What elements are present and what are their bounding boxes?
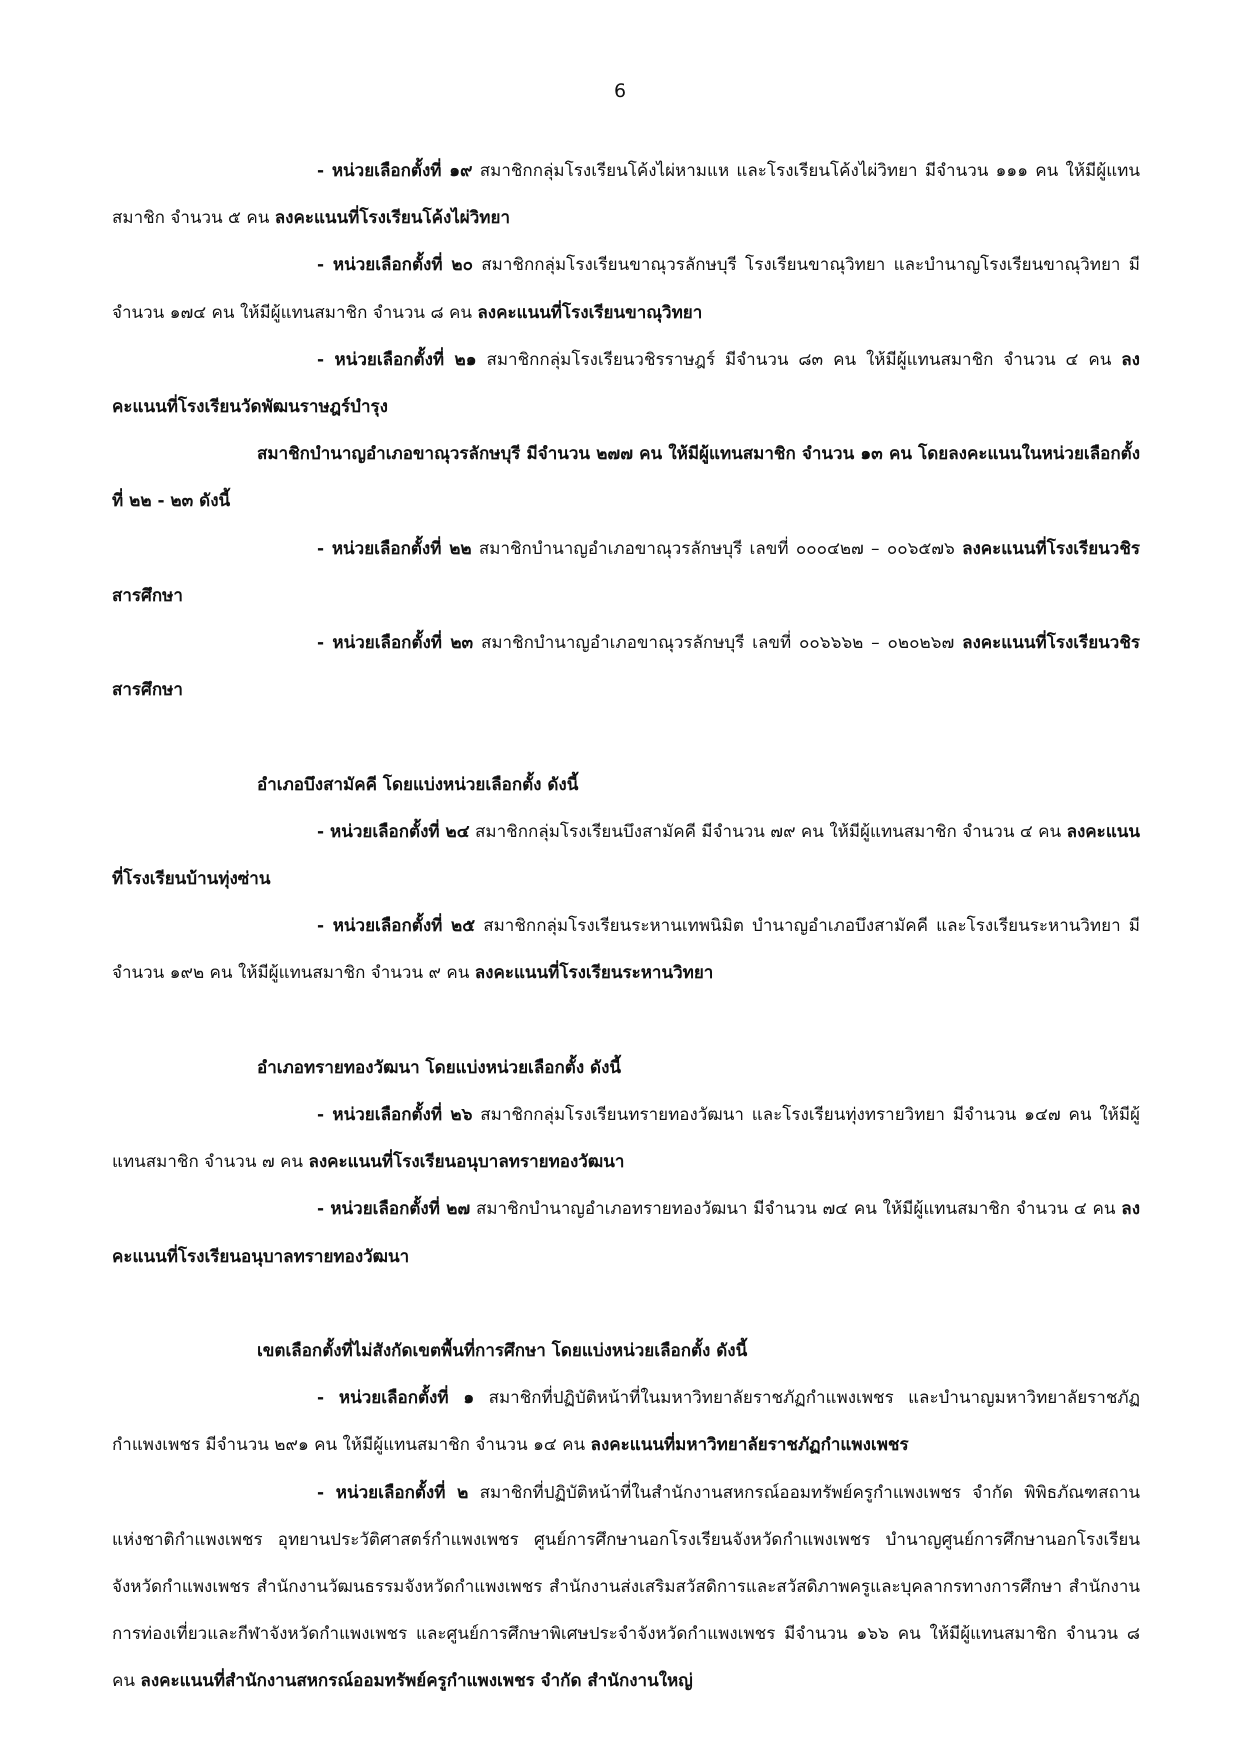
polling-unit-20: [112, 242, 1140, 336]
unit-label: - หน่วยเลือกตั้งที่ ๑๙: [317, 161, 473, 181]
section-spacer: [112, 714, 1140, 761]
document-body: [112, 148, 1140, 1706]
unit-label: - หน่วยเลือกตั้งที่ ๒๐: [317, 255, 473, 276]
unit-description: สมาชิกที่ปฏิบัติหน้าที่ในสำนักงานสหกรณ์ออมทรัพย์ครูกำแพงเพชร จำกัด พิพิธภัณฑสถานแห่งชาติกำแพงเพชร อุทยานประวัติศาสตร์กำแพงเพชร ศูนย์การศึกษานอกโรงเรียนจังหวัดกำแพงเพชร บำนาญศูนย์การศึกษานอกโรงเรียนจังหวัดกำแพงเพชร สำนักงานวัฒนธรรมจังหวัดกำแพงเพชร สำนักงานส่งเสริมสวัสดิการและสวัสดิภาพครูและบุคลากรทางการศึกษา สำนักงานการท่องเที่ยวและกีฬาจังหวัดกำแพงเพชร และศูนย์การศึกษาพิเศษประจำจังหวัดกำแพงเพชร มีจำนวน ๑๖๖ คน ให้มีผู้แทนสมาชิก จำนวน ๘ คน: [112, 1482, 1140, 1692]
unit-venue: ลงคะแนนที่โรงเรียนอนุบาลทรายทองวัฒนา: [112, 1199, 1140, 1267]
unit-venue: ลงคะแนนที่โรงเรียนโค้งไผ่วิทยา: [274, 208, 511, 229]
polling-unit-24: [112, 809, 1140, 903]
section-spacer: [112, 1281, 1140, 1328]
unit-description: สมาชิกกลุ่มโรงเรียนบึงสามัคคี มีจำนวน ๗๙ คน ให้มีผู้แทนสมาชิก จำนวน ๔ คน: [469, 821, 1067, 842]
unit-venue: ลงคะแนนที่โรงเรียนบ้านทุ่งซ่าน: [112, 821, 1141, 890]
unit-description: สมาชิกกลุ่มโรงเรียนระหานเทพนิมิต บำนาญอำเภอบึงสามัคคี และโรงเรียนระหานวิทยา มีจำนวน ๑๙๒ คน ให้มีผู้แทนสมาชิก จำนวน ๙ คน: [112, 916, 1140, 984]
unit-venue: ลงคะแนนที่สำนักงานสหกรณ์ออมทรัพย์ครูกำแพงเพชร จำกัด สำนักงานใหญ่: [140, 1671, 693, 1692]
unit-description: สมาชิกกลุ่มโรงเรียนขาณุวรลักษบุรี โรงเรียนขาณุวิทยา และบำนาญโรงเรียนขาณุวิทยา มีจำนวน ๑๗๔ คน ให้มีผู้แทนสมาชิก จำนวน ๘ คน: [112, 255, 1141, 323]
khanu-pension-intro: สมาชิกบำนาญอำเภอขาณุวรลักษบุรี มีจำนวน ๒๗๗ คน ให้มีผู้แทนสมาชิก จำนวน ๑๓ คน โดยลงคะแนนในหน่วยเลือกตั้งที่ ๒๒ - ๒๓ ดังนี้: [112, 444, 1140, 512]
unit-venue: ลงคะแนนที่โรงเรียนระหานวิทยา: [474, 963, 714, 984]
unit-label: - หน่วยเลือกตั้งที่ ๒๑: [317, 349, 477, 370]
district-heading-bueng-samakkhi: อำเภอบึงสามัคคี โดยแบ่งหน่วยเลือกตั้ง ดังนี้: [257, 774, 579, 795]
district-heading-non-area: เขตเลือกตั้งที่ไม่สังกัดเขตพื้นที่การศึกษา โดยแบ่งหน่วยเลือกตั้ง ดังนี้: [257, 1341, 748, 1362]
unit-label: - หน่วยเลือกตั้งที่ ๒๗: [317, 1199, 471, 1220]
unit-label: - หน่วยเลือกตั้งที่ ๒๔: [317, 821, 470, 842]
unit-description: สมาชิกบำนาญอำเภอขาณุวรลักษบุรี เลขที่ ๐๐๖๖๖๒ – ๐๒๐๒๖๗: [473, 633, 963, 654]
unit-venue: ลงคะแนนที่โรงเรียนวชิรสารศึกษา: [112, 538, 1140, 606]
polling-unit-23: [112, 620, 1140, 714]
page-number: 6: [613, 80, 627, 102]
polling-unit-n1: [112, 1375, 1140, 1469]
unit-label: - หน่วยเลือกตั้งที่ ๒๒: [317, 538, 472, 559]
polling-unit-26: [112, 1092, 1140, 1186]
unit-venue: ลงคะแนนที่โรงเรียนอนุบาลทรายทองวัฒนา: [308, 1152, 625, 1173]
unit-label: - หน่วยเลือกตั้งที่ ๒๕: [317, 916, 476, 937]
unit-label: - หน่วยเลือกตั้งที่ ๒: [317, 1482, 469, 1503]
district-heading-sai-thong-watthana: อำเภอทรายทองวัฒนา โดยแบ่งหน่วยเลือกตั้ง ดังนี้: [257, 1057, 621, 1078]
polling-unit-21: [112, 337, 1140, 431]
unit-description: สมาชิกกลุ่มโรงเรียนวชิรราษฎร์ มีจำนวน ๘๓ คน ให้มีผู้แทนสมาชิก จำนวน ๔ คน: [476, 349, 1122, 370]
unit-venue: ลงคะแนนที่โรงเรียนขาณุวิทยา: [477, 302, 703, 323]
unit-description: สมาชิกบำนาญอำเภอขาณุวรลักษบุรี เลขที่ ๐๐๐๔๒๗ – ๐๐๖๕๗๖: [471, 538, 963, 559]
unit-description: สมาชิกกลุ่มโรงเรียนโค้งไผ่หามแห และโรงเรียนโค้งไผ่วิทยา มีจำนวน ๑๑๑ คน ให้มีผู้แทนสมาชิก จำนวน ๕ คน: [112, 161, 1140, 229]
polling-unit-19: [112, 148, 1140, 242]
unit-venue: ลงคะแนนที่มหาวิทยาลัยราชภัฏกำแพงเพชร: [590, 1435, 909, 1456]
unit-description: สมาชิกที่ปฏิบัติหน้าที่ในมหาวิทยาลัยราชภัฏกำแพงเพชร และบำนาญมหาวิทยาลัยราชภัฏกำแพงเพชร มีจำนวน ๒๙๑ คน ให้มีผู้แทนสมาชิก จำนวน ๑๔ คน: [112, 1388, 1140, 1456]
unit-label: - หน่วยเลือกตั้งที่ ๒๓: [317, 633, 474, 654]
unit-label: - หน่วยเลือกตั้งที่ ๑: [317, 1388, 475, 1409]
polling-unit-22: [112, 526, 1140, 620]
polling-unit-25: [112, 903, 1140, 997]
unit-label: - หน่วยเลือกตั้งที่ ๒๖: [317, 1105, 473, 1126]
unit-description: สมาชิกกลุ่มโรงเรียนทรายทองวัฒนา และโรงเรียนทุ่งทรายวิทยา มีจำนวน ๑๔๗ คน ให้มีผู้แทนสมาชิก จำนวน ๗ คน: [112, 1105, 1140, 1173]
unit-description: สมาชิกบำนาญอำเภอทรายทองวัฒนา มีจำนวน ๗๔ คน ให้มีผู้แทนสมาชิก จำนวน ๔ คน: [470, 1199, 1122, 1220]
section-spacer: [112, 998, 1140, 1045]
unit-venue: ลงคะแนนที่โรงเรียนวัดพัฒนราษฎร์บำรุง: [112, 349, 1140, 418]
polling-unit-n2: [112, 1470, 1140, 1706]
polling-unit-27: [112, 1186, 1140, 1280]
unit-venue: ลงคะแนนที่โรงเรียนวชิรสารศึกษา: [112, 633, 1140, 701]
